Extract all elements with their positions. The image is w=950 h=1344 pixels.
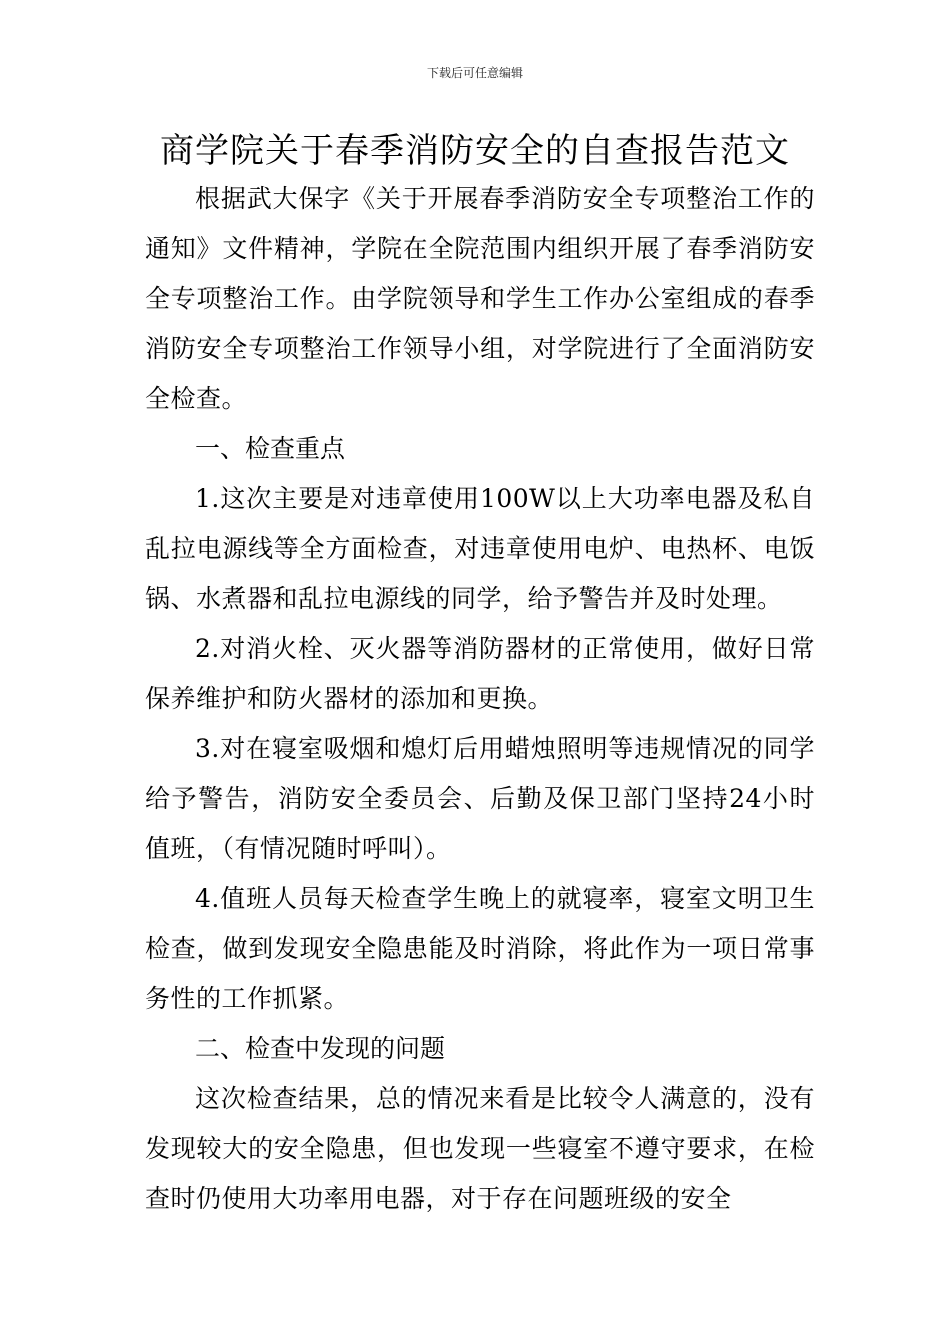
section-heading-problems-found: 二、检查中发现的问题 — [195, 1034, 446, 1063]
list-item-3: 3.对在寝室吸烟和熄灯后用蜡烛照明等违规情况的同学给予警告，消防安全委员会、后勤及保卫部门坚持24小时值班，（有情况随时呼叫）。 — [145, 734, 815, 863]
list-item-1: 1.这次主要是对违章使用100W以上大功率电器及私自乱拉电源线等全方面检查，对违章使用电炉、电热杯、电饭锅、水煮器和乱拉电源线的同学，给予警告并及时处理。 — [145, 484, 815, 613]
list-item-2: 2.对消火栓、灭火器等消防器材的正常使用，做好日常保养维护和防火器材的添加和更换。 — [145, 634, 815, 713]
results-paragraph: 这次检查结果，总的情况来看是比较令人满意的，没有发现较大的安全隐患，但也发现一些寝室不遵守要求，在检查时仍使用大功率用电器，对于存在问题班级的安全 — [145, 1084, 815, 1213]
document-title: 商学院关于春季消防安全的自查报告范文 — [160, 131, 790, 171]
document-body — [145, 174, 815, 1224]
header-note: 下载后可任意编辑 — [426, 66, 523, 80]
list-item-4: 4.值班人员每天检查学生晚上的就寝率，寝室文明卫生检查，做到发现安全隐患能及时消除，将此作为一项日常事务性的工作抓紧。 — [145, 884, 815, 1013]
intro-paragraph: 根据武大保字《关于开展春季消防安全专项整治工作的通知》文件精神，学院在全院范围内组织开展了春季消防安全专项整治工作。由学院领导和学生工作办公室组成的春季消防安全专项整治工作领导小组，对学院进行了全面消防安全检查。 — [145, 184, 815, 413]
section-heading-inspection-focus: 一、检查重点 — [195, 434, 346, 463]
